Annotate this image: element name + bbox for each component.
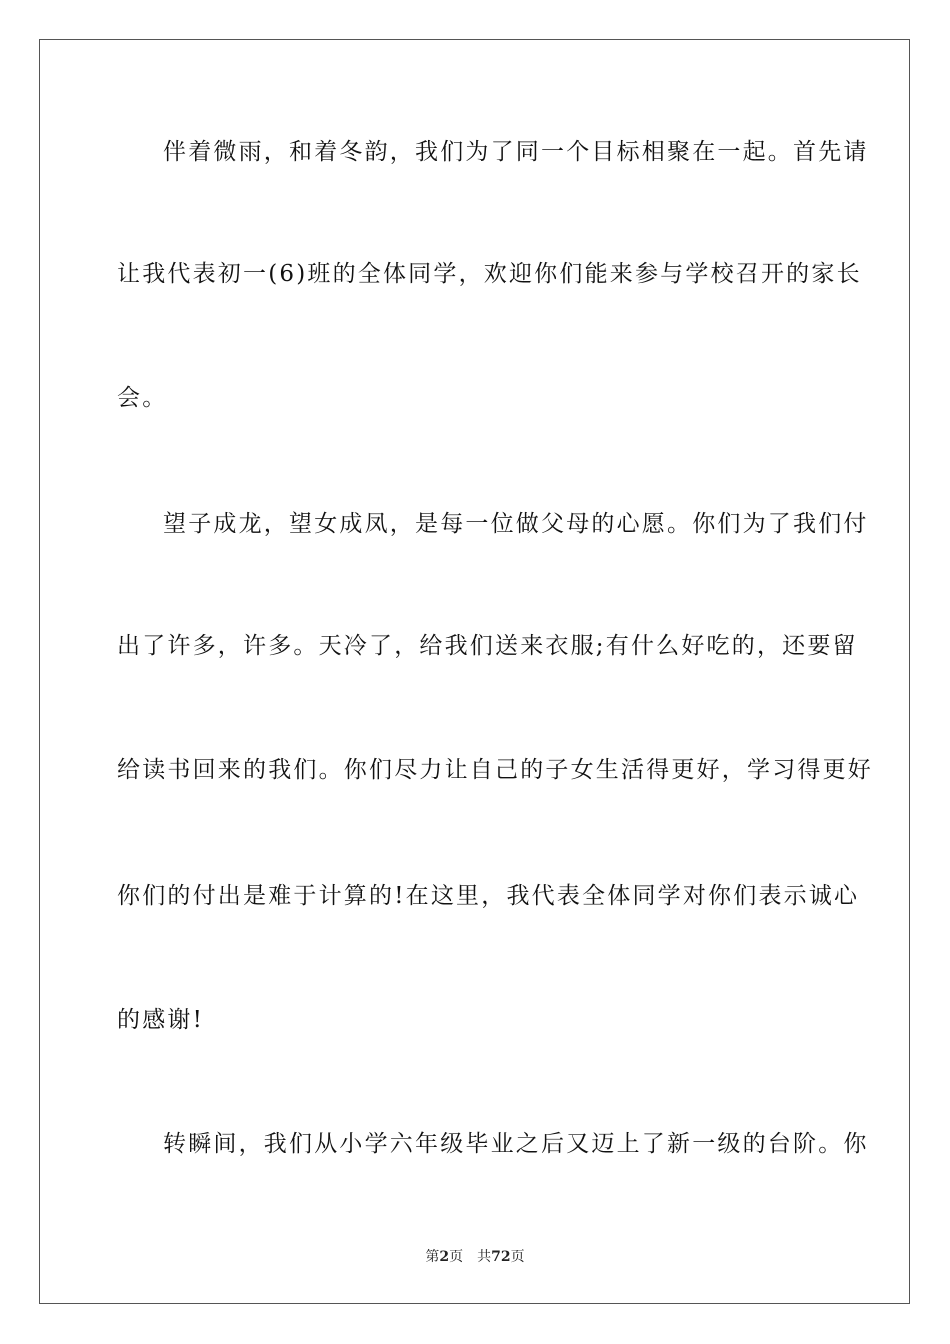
total-pages: 72 (491, 1249, 511, 1265)
paragraph-3-line-1: 转瞬间，我们从小学六年级毕业之后又迈上了新一级的台阶。你 (163, 1131, 869, 1157)
total-unit: 页 (510, 1249, 525, 1265)
paragraph-1-line-2: 让我代表初一(6)班的全体同学，欢迎你们能来参与学校召开的家长 (117, 261, 862, 287)
paragraph-1-line-3: 会。 (117, 385, 168, 411)
page-footer (0, 1247, 950, 1267)
paragraph-1-line-1: 伴着微雨，和着冬韵，我们为了同一个目标相聚在一起。首先请 (163, 139, 869, 165)
total-prefix: 共 (477, 1249, 492, 1265)
page-prefix: 第 (425, 1249, 440, 1265)
paragraph-2-line-4: 你们的付出是难于计算的!在这里，我代表全体同学对你们表示诚心 (117, 883, 860, 909)
paragraph-2-line-2: 出了许多，许多。天冷了，给我们送来衣服;有什么好吃的，还要留 (117, 633, 858, 659)
page-unit: 页 (449, 1249, 464, 1265)
page-number: 2 (439, 1249, 450, 1265)
page-border (39, 39, 910, 1304)
paragraph-2-line-5: 的感谢! (117, 1007, 205, 1033)
paragraph-2-line-1: 望子成龙，望女成凤，是每一位做父母的心愿。你们为了我们付 (163, 511, 869, 537)
paragraph-2-line-3: 给读书回来的我们。你们尽力让自己的子女生活得更好，学习得更好 (117, 757, 873, 783)
